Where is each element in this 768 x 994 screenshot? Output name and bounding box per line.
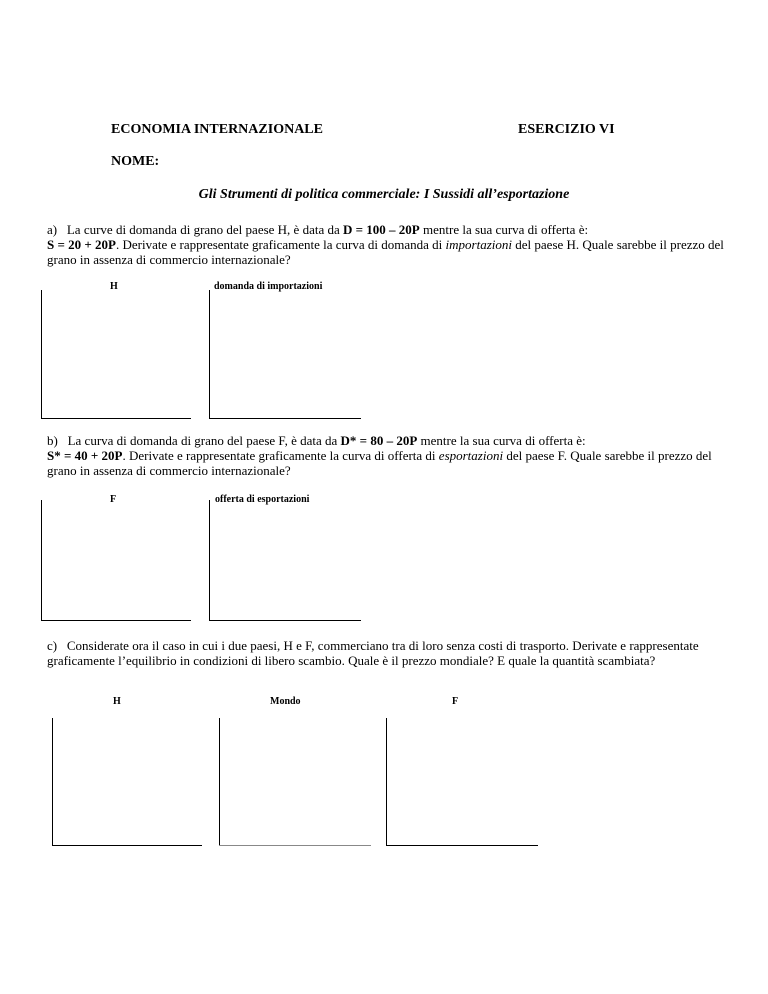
graph-label-f: F [452, 696, 459, 707]
question-text: . Derivate e rappresentate graficamente la curva di offerta di [122, 448, 439, 463]
graph-label-f: F [110, 494, 117, 505]
graph-a-right-y-axis [209, 290, 210, 419]
graph-label-h: H [113, 696, 121, 707]
graph-c-mid-y-axis [219, 718, 220, 846]
emphasis: esportazioni [438, 448, 504, 463]
graph-a-left-x-axis [41, 418, 191, 419]
graph-label-export-supply: offerta di esportazioni [215, 494, 310, 505]
graph-c-right-y-axis [386, 718, 387, 846]
question-c [47, 638, 737, 668]
question-marker: a) [47, 222, 58, 237]
graph-c-left-y-axis [52, 718, 53, 846]
graph-label-import-demand: domanda di importazioni [214, 281, 323, 292]
question-text: Considerate ora il caso in cui i due paesi, H e F, commerciano tra di loro senza costi di trasporto. Derivate e rappresentate graficamente l’equilibrio in condizioni di libero scambio. Quale è il prezzo mondiale? E quale la quantità scambiata? [47, 638, 699, 668]
question-text: . Derivate e rappresentate graficamente la curva di domanda di [116, 237, 446, 252]
graph-label-h: H [110, 281, 118, 292]
question-marker: c) [47, 638, 58, 653]
name-label: NOME: [111, 154, 160, 169]
graph-c-right-x-axis [386, 845, 538, 846]
question-text: La curve di domanda di grano del paese H, è data da [66, 222, 343, 237]
question-text: mentre la sua curva di offerta è: [419, 222, 589, 237]
graph-a-left-y-axis [41, 290, 42, 419]
question-text: del paese F. Quale sarebbe il prezzo del grano in assenza di commercio internazionale? [47, 448, 712, 478]
page-subtitle: Gli Strumenti di politica commerciale: I Sussidi all’esportazione [198, 187, 570, 202]
graph-b-left-y-axis [41, 500, 42, 621]
question-a [47, 222, 737, 267]
question-text: mentre la sua curva di offerta è: [417, 433, 586, 448]
graph-b-right-x-axis [209, 620, 361, 621]
question-text: La curva di domanda di grano del paese F, è data da [67, 433, 341, 448]
graph-c-mid-x-axis [219, 845, 371, 846]
graph-c-left-x-axis [52, 845, 202, 846]
exercise-number: ESERCIZIO VI [518, 122, 615, 137]
emphasis: importazioni [445, 237, 513, 252]
supply-equation: S* = 40 + 20P [47, 448, 123, 463]
demand-equation: D = 100 – 20P [343, 222, 420, 237]
supply-equation: S = 20 + 20P [47, 237, 116, 252]
question-b [47, 433, 737, 478]
graph-b-left-x-axis [41, 620, 191, 621]
graph-a-right-x-axis [209, 418, 361, 419]
course-title: ECONOMIA INTERNAZIONALE [111, 122, 323, 137]
question-text: del paese H. Quale sarebbe il prezzo del grano in assenza di commercio internazionale? [47, 237, 724, 267]
graph-b-right-y-axis [209, 500, 210, 621]
demand-equation: D* = 80 – 20P [340, 433, 418, 448]
question-marker: b) [47, 433, 58, 448]
graph-label-world: Mondo [270, 696, 301, 707]
